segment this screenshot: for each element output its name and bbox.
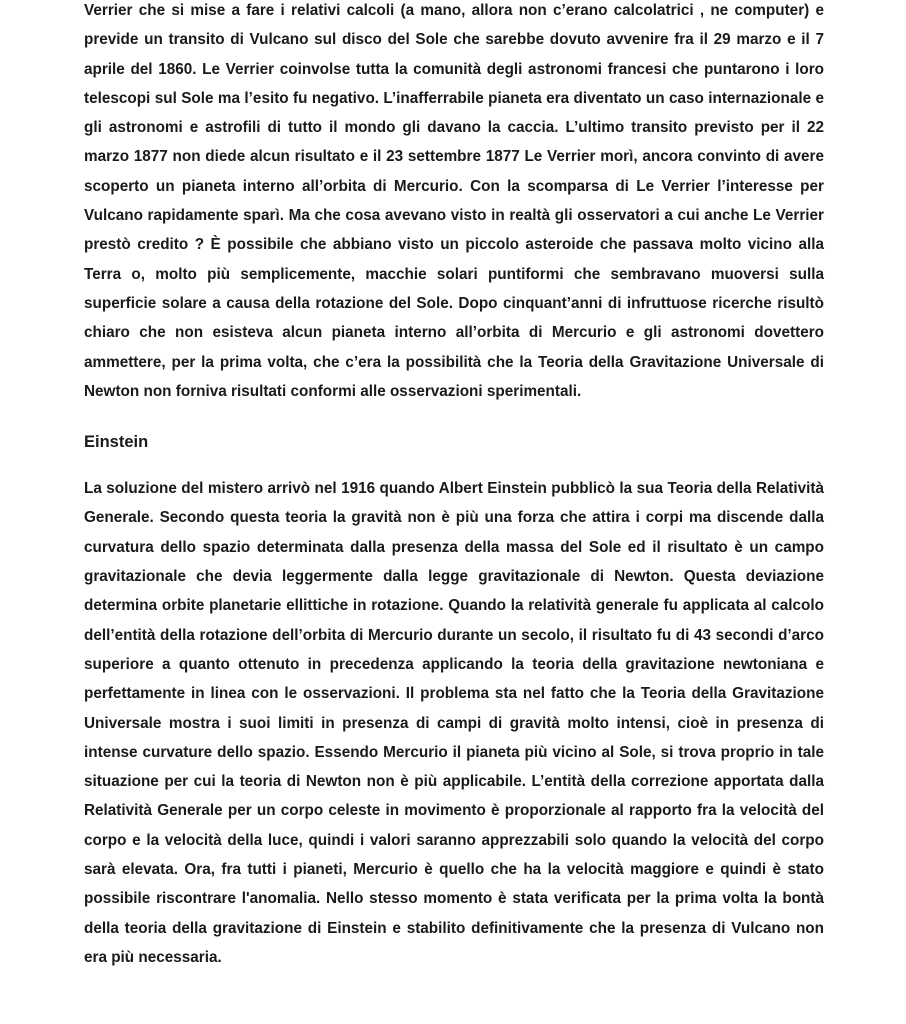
paragraph-vulcano-search: Verrier che si mise a fare i relativi calcoli (a mano, allora non c’erano calcolatrici , ne computer) e previde un transito di Vulcano sul disco del Sole che sarebbe dovuto avvenire fra il 29 marzo e il 7 aprile del 1860. Le Verrier coinvolse tutta la comunità degli astronomi francesi che puntarono i loro telescopi sul Sole ma l’esito fu negativo. L’inafferrabile pianeta era diventato un caso internazionale e gli astronomi e astrofili di tutto il mondo gli davano la caccia. L’ultimo transito previsto per il 22 marzo 1877 non diede alcun risultato e il 23 settembre 1877 Le Verrier morì, ancora convinto di avere scoperto un pianeta interno all’orbita di Mercurio. Con la scomparsa di Le Verrier l’interesse per Vulcano rapidamente sparì. Ma che cosa avevano visto in realtà gli osservatori a cui anche Le Verrier prestò credito ? È possibile che abbiano visto un piccolo asteroide che passava molto vicino alla Terra o, molto più semplicemente, macchie solari puntiformi che sembravano muoversi sulla superficie solare a causa della rotazione del Sole. Dopo cinquant’anni di infruttuose ricerche risultò chiaro che non esisteva alcun pianeta interno all’orbita di Mercurio e gli astronomi dovettero ammettere, per la prima volta, che c’era la possibilità che la Teoria della Gravitazione Universale di Newton non forniva risultati conformi alle osservazioni sperimentali. [84,2,824,400]
document-page [84,0,824,972]
paragraph-einstein-relativity: La soluzione del mistero arrivò nel 1916 quando Albert Einstein pubblicò la sua Teoria della Relatività Generale. Secondo questa teoria la gravità non è più una forza che attira i corpi ma discende dalla curvatura dello spazio determinata dalla presenza della massa del Sole ed il risultato è un campo gravitazionale che devia leggermente dalla legge gravitazionale di Newton. Questa deviazione determina orbite planetarie ellittiche in rotazione. Quando la relatività generale fu applicata al calcolo dell’entità della rotazione dell’orbita di Mercurio durante un secolo, il risultato fu di 43 secondi d’arco superiore a quanto ottenuto in precedenza applicando la teoria della gravitazione newtoniana e perfettamente in linea con le osservazioni. Il problema sta nel fatto che la Teoria della Gravitazione Universale mostra i suoi limiti in presenza di campi di gravità molto intensi, cioè in presenza di intense curvature dello spazio. Essendo Mercurio il pianeta più vicino al Sole, si trova proprio in tale situazione per cui la teoria di Newton non è più applicabile. L’entità della correzione apportata dalla Relatività Generale per un corpo celeste in movimento è proporzionale al rapporto fra la velocità del corpo e la velocità della luce, quindi i valori saranno apprezzabili solo quando la velocità del corpo sarà elevata. Ora, fra tutti i pianeti, Mercurio è quello che ha la velocità maggiore e quindi è stato possibile riscontrare l'anomalia. Nello stesso momento è stata verificata per la prima volta la bontà della teoria della gravitazione di Einstein e stabilito definitivamente che la presenza di Vulcano non era più necessaria. [84,480,824,966]
section-heading-einstein: Einstein [84,433,149,452]
